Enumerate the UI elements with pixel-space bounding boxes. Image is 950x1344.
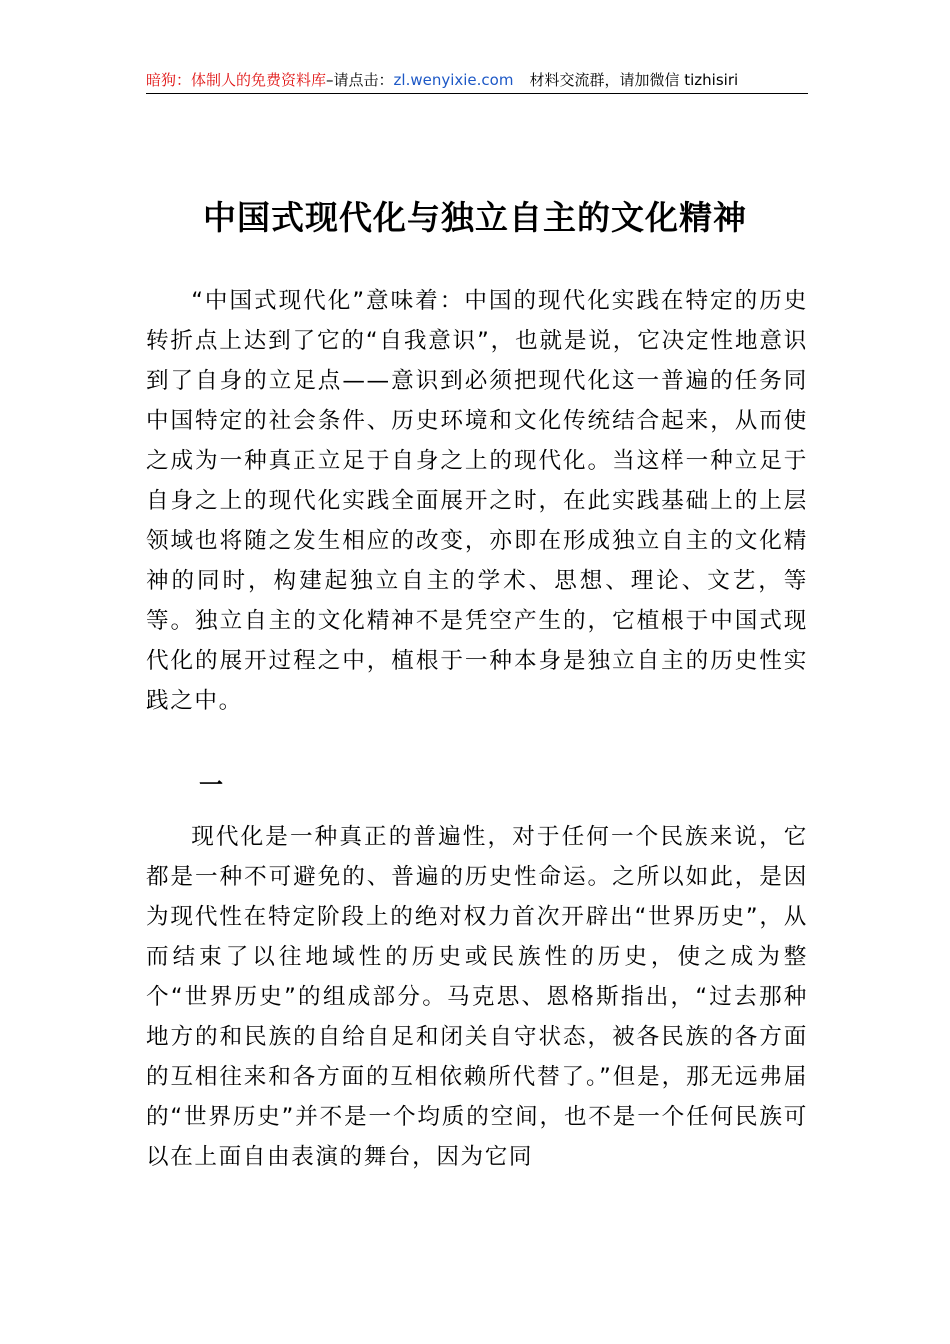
document-title: 中国式现代化与独立自主的文化精神 [203,198,747,238]
section-number: 一 [199,771,223,799]
header-click-prompt: –请点击： [326,71,394,89]
header-url-link[interactable]: zl.wenyixie.com [393,71,514,89]
body-paragraph-1: “中国式现代化”意味着：中国的现代化实践在特定的历史转折点上达到了它的“自我意识”，也就是说，它决定性地意识到了自身的立足点——意识到必须把现代化这一普遍的任务同中国特定的社会条件、历史环境和文化传统结合起来，从而使之成为一种真正立足于自身之上的现代化。当这样一种立足于自身之上的现代化实践全面展开之时，在此实践基础上的上层领域也将随之发生相应的改变，亦即在形成独立自主的文化精神的同时，构建起独立自主的学术、思想、理论、文艺，等等。独立自主的文化精神不是凭空产生的，它植根于中国式现代化的展开过程之中，植根于一种本身是独立自主的历史性实践之中。 [146,288,808,714]
header-wechat-note: 材料交流群，请加微信 tizhisiri [529,71,739,89]
header-brand: 暗狗：体制人的免费资料库 [146,71,327,89]
body-paragraph-2: 现代化是一种真正的普遍性，对于任何一个民族来说，它都是一种不可避免的、普遍的历史性命运。之所以如此，是因为现代性在特定阶段上的绝对权力首次开辟出“世界历史”，从而结束了以往地域性的历史或民族性的历史，使之成为整个“世界历史”的组成部分。马克思、恩格斯指出，“过去那种地方的和民族的自给自足和闭关自守状态，被各民族的各方面的互相往来和各方面的互相依赖所代替了。”但是，那无远弗届的“世界历史”并不是一个均质的空间，也不是一个任何民族可以在上面自由表演的舞台，因为它同 [146,824,808,1170]
page-header [146,68,808,92]
header-divider [146,93,808,94]
